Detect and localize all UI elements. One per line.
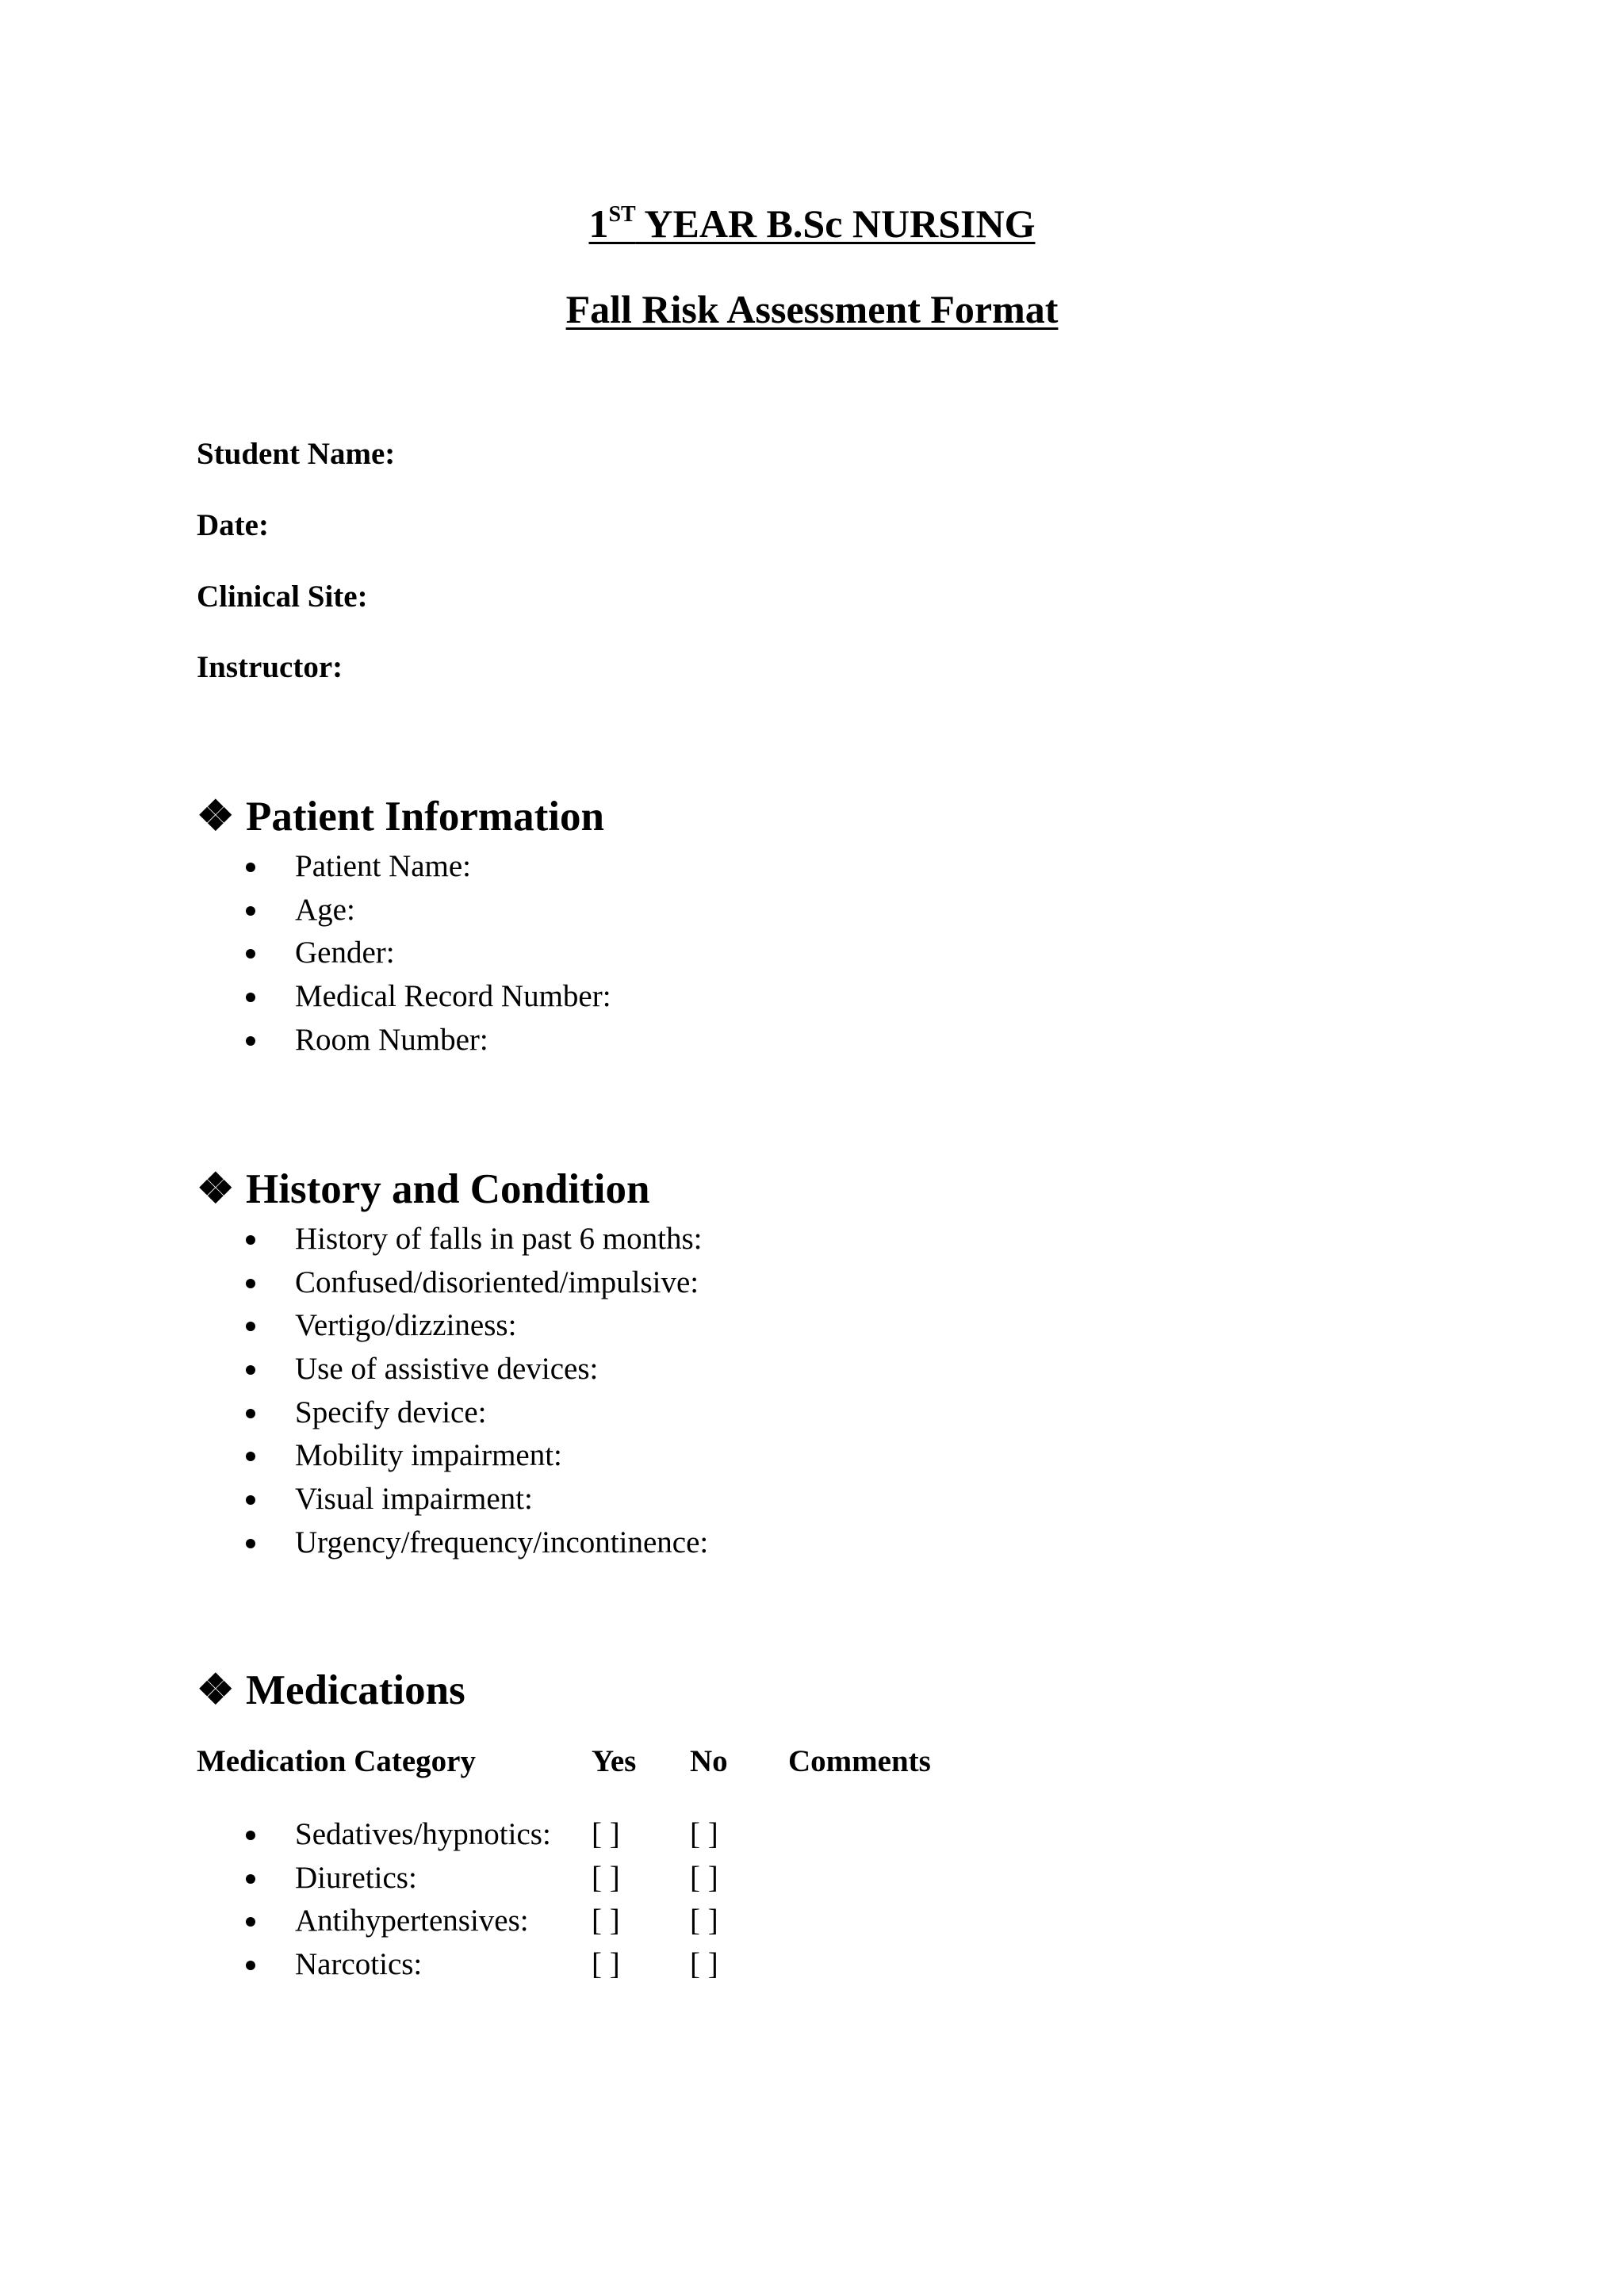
bullet-icon	[246, 1409, 255, 1418]
list-item-label: Mobility impairment:	[295, 1438, 562, 1473]
diamond-bullet-icon: ❖	[197, 794, 235, 840]
bullet-icon	[246, 1831, 255, 1840]
bullet-icon	[246, 863, 255, 872]
bullet-icon	[246, 1495, 255, 1505]
medication-category: Sedatives/hypnotics:	[295, 1817, 551, 1851]
medications-title: Medications	[246, 1667, 465, 1713]
list-item-label: Specify device:	[295, 1395, 487, 1429]
no-checkbox[interactable]: [ ]	[690, 1817, 718, 1851]
list-item-label: Urgency/frequency/incontinence:	[295, 1525, 709, 1559]
bullet-icon	[246, 1365, 255, 1375]
column-header-no: No	[690, 1744, 728, 1778]
bullet-icon	[246, 1961, 255, 1970]
medications-heading	[197, 1665, 465, 1716]
history-condition-heading	[197, 1164, 650, 1215]
bullet-icon	[246, 1452, 255, 1461]
medication-category: Narcotics:	[295, 1947, 423, 1982]
list-item-label: Use of assistive devices:	[295, 1352, 599, 1387]
diamond-bullet-icon: ❖	[197, 1166, 235, 1212]
list-item-label: History of falls in past 6 months:	[295, 1222, 703, 1256]
bullet-icon	[246, 993, 255, 1002]
yes-checkbox[interactable]: [ ]	[592, 1860, 620, 1895]
list-item-label: Age:	[295, 892, 355, 927]
diamond-bullet-icon: ❖	[197, 1667, 235, 1713]
list-item-label: Confused/disoriented/impulsive:	[295, 1265, 699, 1299]
medication-category: Antihypertensives:	[295, 1904, 529, 1938]
yes-checkbox[interactable]: [ ]	[592, 1947, 620, 1982]
course-title-number: 1	[588, 201, 609, 246]
no-checkbox[interactable]: [ ]	[690, 1860, 718, 1895]
student-name-label: Student Name:	[197, 437, 396, 471]
list-item-label: Gender:	[295, 936, 395, 970]
bullet-icon	[246, 1874, 255, 1884]
bullet-icon	[246, 1279, 255, 1288]
course-title	[0, 200, 1624, 247]
list-item-label: Patient Name:	[295, 849, 472, 883]
instructor-label: Instructor:	[197, 650, 343, 684]
date-label: Date:	[197, 508, 269, 542]
history-condition-title: History and Condition	[246, 1166, 650, 1212]
form-title	[0, 285, 1624, 333]
bullet-icon	[246, 1917, 255, 1927]
list-item-label: Room Number:	[295, 1022, 488, 1057]
bullet-icon	[246, 1235, 255, 1245]
course-title-text: YEAR B.Sc NURSING	[635, 201, 1036, 246]
form-title-text: Fall Risk Assessment Format	[565, 287, 1059, 331]
bullet-icon	[246, 1036, 255, 1046]
patient-information-heading	[197, 791, 604, 842]
course-title-superscript: ST	[608, 202, 636, 227]
list-item-label: Visual impairment:	[295, 1482, 533, 1517]
no-checkbox[interactable]: [ ]	[690, 1947, 718, 1982]
list-item-label: Medical Record Number:	[295, 979, 611, 1014]
bullet-icon	[246, 1539, 255, 1548]
bullet-icon	[246, 1322, 255, 1331]
column-header-comments: Comments	[788, 1744, 931, 1778]
medication-category: Diuretics:	[295, 1860, 417, 1895]
bullet-icon	[246, 906, 255, 916]
clinical-site-label: Clinical Site:	[197, 580, 368, 614]
column-header-category: Medication Category	[197, 1744, 476, 1778]
column-header-yes: Yes	[592, 1744, 637, 1778]
list-item-label: Vertigo/dizziness:	[295, 1308, 517, 1343]
patient-information-title: Patient Information	[246, 794, 604, 840]
yes-checkbox[interactable]: [ ]	[592, 1904, 620, 1938]
bullet-icon	[246, 949, 255, 959]
no-checkbox[interactable]: [ ]	[690, 1904, 718, 1938]
yes-checkbox[interactable]: [ ]	[592, 1817, 620, 1851]
